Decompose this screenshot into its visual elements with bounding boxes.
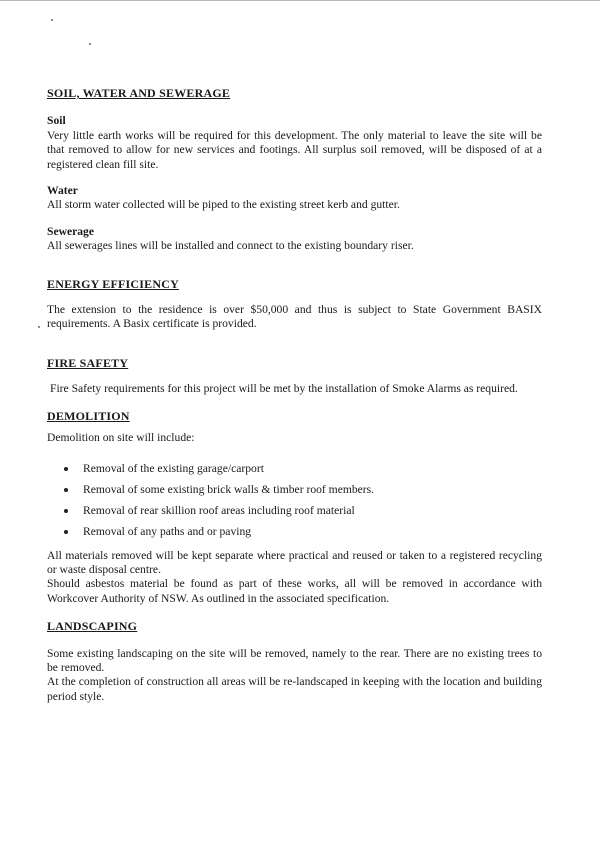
paragraph-fire-safety: Fire Safety requirements for this project will be met by the installation of Smoke Alarms as required. [50, 382, 518, 396]
subheading-water: Water [47, 184, 78, 198]
paragraph-energy-efficiency: The extension to the residence is over $50,000 and thus is subject to State Government BASIX requirements. A Basix certificate is provided. [47, 303, 542, 331]
paragraph-soil: Very little earth works will be required for this development. The only material to leave the site will be that removed to allow for new services and footings. All surplus soil removed, will be disposed of at a registered clean fill site. [47, 128, 542, 171]
paragraph-demolition-materials: All materials removed will be kept separate where practical and reused or taken to a registered recycling or waste disposal centre. [47, 548, 542, 576]
document-body [47, 86, 542, 704]
subheading-sewerage: Sewerage [47, 224, 94, 238]
bullet-icon [64, 467, 68, 471]
scan-speck [51, 19, 53, 21]
bullet-icon [64, 488, 68, 492]
demolition-list [47, 462, 542, 546]
paragraph-water: All storm water collected will be piped to the existing street kerb and gutter. [47, 198, 400, 212]
heading-soil-water-sewerage: SOIL, WATER AND SEWERAGE [47, 86, 231, 100]
bullet-icon [64, 530, 68, 534]
heading-fire-safety: FIRE SAFETY [47, 355, 129, 370]
paragraph-sewerage: All sewerages lines will be installed and connect to the existing boundary riser. [47, 239, 414, 253]
subheading-soil: Soil [47, 114, 66, 128]
paragraph-demolition-intro: Demolition on site will include: [47, 431, 195, 445]
heading-energy-efficiency: ENERGY EFFICIENCY [47, 276, 179, 291]
heading-landscaping: LANDSCAPING [47, 619, 138, 634]
paragraph-landscaping-removal: Some existing landscaping on the site will be removed, namely to the rear. There are no existing trees to be removed. [47, 646, 542, 674]
list-item: Removal of the existing garage/carport [47, 462, 542, 483]
scan-speck [38, 326, 40, 328]
paragraph-landscaping-completion: At the completion of construction all areas will be re-landscaped in keeping with the location and building period style. [47, 675, 542, 703]
list-item: Removal of any paths and or paving [47, 525, 542, 546]
scan-speck [89, 43, 91, 45]
scan-edge-line [0, 0, 600, 1]
paragraph-demolition-asbestos: Should asbestos material be found as part of these works, all will be removed in accordance with Workcover Authority of NSW. As outlined in the associated specification. [47, 577, 542, 605]
bullet-icon [64, 509, 68, 513]
list-item: Removal of some existing brick walls & timber roof members. [47, 483, 542, 504]
list-item: Removal of rear skillion roof areas including roof material [47, 504, 542, 525]
heading-demolition: DEMOLITION [47, 408, 130, 423]
